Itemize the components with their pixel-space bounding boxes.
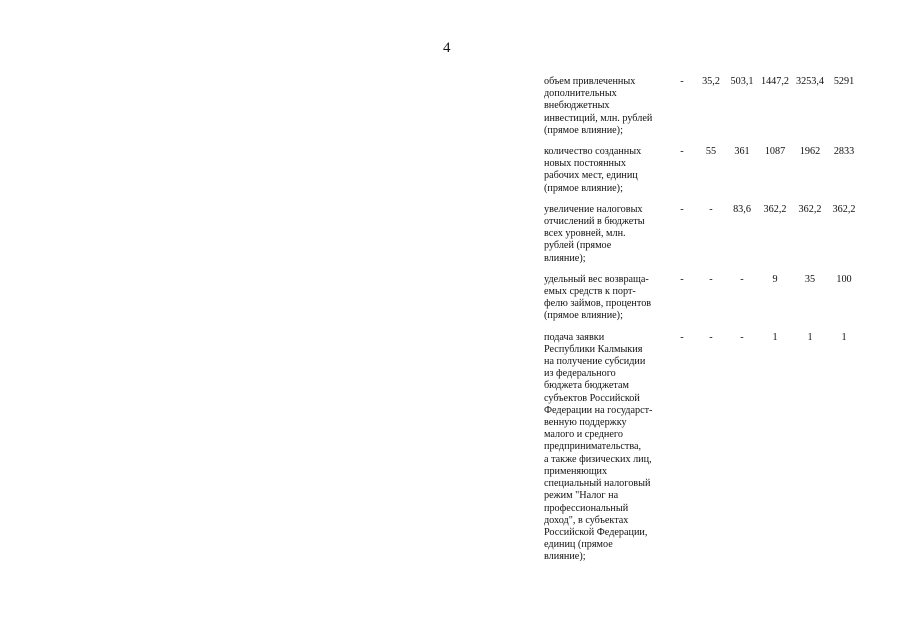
indicator-label-line: венную поддержку — [544, 417, 627, 429]
indicator-value: - — [709, 203, 713, 215]
indicator-label-line: малого и среднего — [544, 429, 623, 441]
indicator-label-line: влияние); — [544, 252, 586, 264]
indicator-label-line: (прямое влияние); — [544, 124, 623, 136]
indicator-label-line: Республики Калмыкия — [544, 343, 643, 355]
indicator-value: 362,2 — [798, 203, 822, 215]
table-row — [544, 274, 860, 332]
table-row — [544, 146, 860, 204]
indicator-value: 362,2 — [763, 203, 787, 215]
indicator-label-line: (прямое влияние); — [544, 310, 623, 322]
indicator-value: - — [740, 331, 744, 343]
indicator-value: - — [680, 331, 684, 343]
indicator-value: 1 — [807, 331, 813, 343]
indicator-label-line: режим "Налог на — [544, 490, 619, 502]
indicator-value: 1962 — [799, 146, 821, 158]
indicators-table — [544, 76, 860, 573]
page-number: 4 — [443, 40, 451, 56]
indicator-label-line: (прямое влияние); — [544, 182, 623, 194]
indicator-label-line: на получение субсидии — [544, 356, 646, 368]
indicator-value: - — [680, 76, 684, 87]
indicator-label-line: Федерации на государст- — [544, 404, 653, 416]
indicator-label-line: профессиональный — [544, 502, 629, 514]
table-row — [544, 204, 860, 274]
indicator-label-line: Российской Федерации, — [544, 526, 648, 538]
indicator-value: 55 — [705, 146, 717, 158]
indicator-value: 9 — [772, 273, 778, 285]
indicator-label-line: рублей (прямое — [544, 240, 612, 252]
indicator-value: - — [740, 273, 744, 285]
indicator-value: - — [680, 146, 684, 158]
indicator-value: 5291 — [833, 76, 855, 87]
indicator-label-line: из федерального — [544, 368, 616, 380]
indicator-label-line: количество созданных — [544, 146, 642, 158]
indicator-label-line: новых постоянных — [544, 158, 626, 170]
indicator-label-line: предпринимательства, — [544, 441, 642, 453]
indicator-value: - — [709, 331, 713, 343]
indicator-label — [544, 204, 668, 274]
indicator-label — [544, 274, 668, 332]
indicator-value: 1 — [772, 331, 778, 343]
indicator-value: 1 — [841, 331, 847, 343]
indicator-label-line: доход", в субъектах — [544, 514, 629, 526]
indicator-label — [544, 146, 668, 204]
table-row — [544, 76, 860, 146]
indicator-label-line: единиц (прямое — [544, 539, 613, 551]
indicator-label-line: а также физических лиц, — [544, 453, 652, 465]
indicator-value: 503,1 — [730, 76, 754, 87]
indicator-label — [544, 332, 668, 573]
indicator-value: 83,6 — [733, 203, 751, 215]
indicator-value: 1087 — [764, 146, 786, 158]
indicator-value: 35,2 — [702, 76, 720, 87]
indicator-label-line: емых средств к порт- — [544, 286, 636, 298]
indicator-label-line: объем привлеченных — [544, 76, 636, 87]
indicator-label-line: удельный вес возвраща- — [544, 273, 649, 285]
indicator-label-line: увеличение налоговых — [544, 203, 643, 215]
indicator-label-line: подача заявки — [544, 331, 605, 343]
indicator-label-line: всех уровней, млн. — [544, 228, 626, 240]
indicator-label-line: субъектов Российской — [544, 392, 640, 404]
indicator-label-line: влияние); — [544, 551, 586, 563]
indicator-label-line: специальный налоговый — [544, 478, 651, 490]
indicator-value: 35 — [804, 273, 816, 285]
indicator-label-line: внебюджетных — [544, 100, 610, 112]
indicator-label-line: рабочих мест, единиц — [544, 170, 638, 182]
indicator-value: 2833 — [833, 146, 855, 158]
indicator-value: 361 — [734, 146, 750, 158]
indicator-label-line: бюджета бюджетам — [544, 380, 629, 392]
indicator-value: 100 — [836, 273, 852, 285]
indicator-value: 362,2 — [832, 203, 856, 215]
table-row — [544, 332, 860, 573]
indicator-label — [544, 76, 668, 146]
indicator-value: 3253,4 — [795, 76, 824, 87]
indicator-value: 1447,2 — [760, 76, 789, 87]
indicator-label-line: отчислений в бюджеты — [544, 216, 645, 228]
indicator-value: - — [680, 203, 684, 215]
indicator-label-line: фелю займов, процентов — [544, 298, 652, 310]
indicator-value: - — [680, 273, 684, 285]
indicator-label-line: дополнительных — [544, 88, 617, 100]
indicator-value: - — [709, 273, 713, 285]
indicator-label-line: применяющих — [544, 465, 608, 477]
indicator-label-line: инвестиций, млн. рублей — [544, 112, 653, 124]
